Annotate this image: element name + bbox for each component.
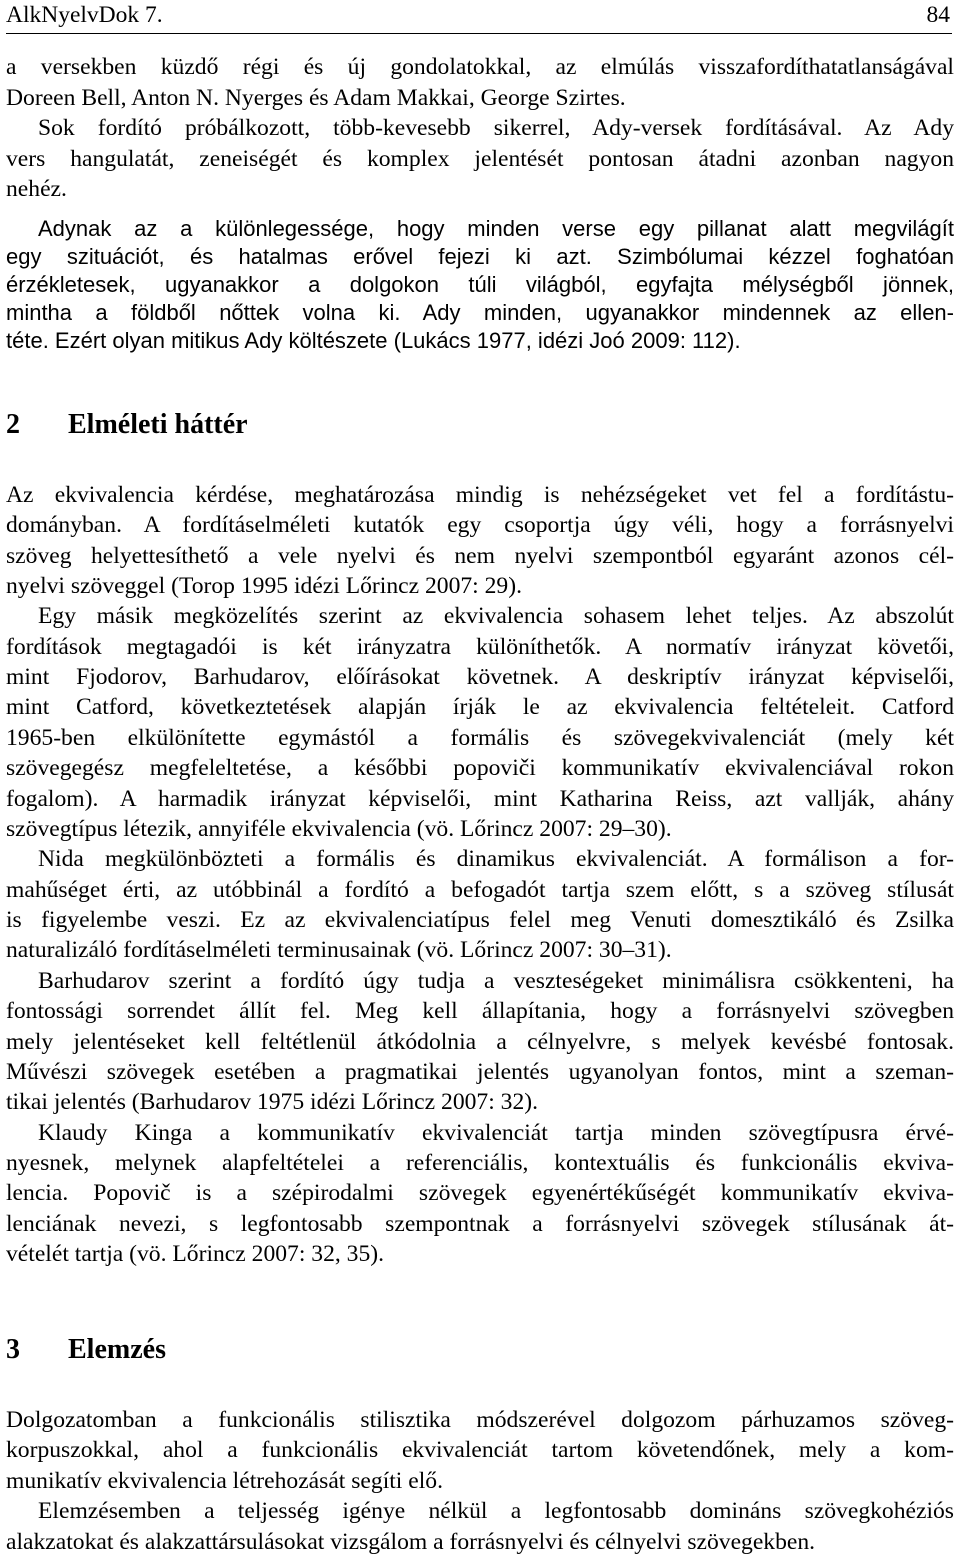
- body-line: szövegtípus létezik, annyiféle ekvivalencia (vö. Lőrincz 2007: 29–30).: [6, 816, 672, 842]
- body-line: nyesnek, melynek alapfeltételei a referenciális, kontextuális és funkcionális ekviva-: [6, 1150, 954, 1176]
- body-line: Nida megkülönbözteti a formális és dinamikus ekvivalenciát. A formálison a for-: [38, 846, 954, 872]
- page-number: 84: [926, 2, 950, 28]
- body-line: mely jelentéseket kell feltétlenül átkódolnia a célnyelvre, s melyek kevésbé fontosak.: [6, 1029, 954, 1055]
- body-line: szövegegész megfeleltetése, a későbbi popoviči kommunikatív ekvivalenciával rokon: [6, 755, 954, 781]
- body-line: Klaudy Kinga a kommunikatív ekvivalenciát tartja minden szövegtípusra érvé-: [38, 1120, 954, 1146]
- section-heading-3: [6, 1333, 166, 1367]
- quote-line: érzékletesek, ugyanakkor a dolgokon túli világból, egyfajta mélységből jönnek,: [6, 272, 954, 297]
- body-line: Az ekvivalencia kérdése, meghatározása mindig is nehézségeket vet fel a fordítástu-: [6, 482, 954, 508]
- section-title: Elemzés: [68, 1334, 166, 1365]
- body-line: fontossági sorrendet állít fel. Meg kell állapítania, hogy a forrásnyelvi szövegben: [6, 998, 954, 1024]
- section-heading-2: [6, 408, 248, 442]
- intro-line: Doreen Bell, Anton N. Nyerges és Adam Makkai, George Szirtes.: [6, 85, 626, 111]
- body-line: mint Catford, következtetések alapján írják le az ekvivalencia feltételeit. Catford: [6, 694, 954, 720]
- body-line: fogalom). A harmadik irányzat képviselői, mint Katharina Reiss, azt vallják, ahány: [6, 786, 954, 812]
- body-line: Művészi szövegek esetében a pragmatikai jelentés ugyanolyan fontos, mint a szeman-: [6, 1059, 954, 1085]
- intro-line: nehéz.: [6, 176, 67, 202]
- body-line: lenciának nevezi, s legfontosabb szempontnak a forrásnyelvi szövegek stílusának át-: [6, 1211, 954, 1237]
- body-line: mint Fjodorov, Barhudarov, előírásokat követnek. A deskriptív irányzat képviselői,: [6, 664, 954, 690]
- body-line: tikai jelentés (Barhudarov 1975 idézi Lőrincz 2007: 32).: [6, 1089, 539, 1115]
- body-line: Dolgozatomban a funkcionális stilisztika módszerével dolgozom párhuzamos szöveg-: [6, 1407, 954, 1433]
- body-line: is figyelembe veszi. Ez az ekvivalenciatípus felel meg Venuti domesztikáló és Zsilka: [6, 907, 954, 933]
- intro-line: Sok fordító próbálkozott, több-kevesebb sikerrel, Ady-versek fordításával. Az Ady: [38, 115, 954, 141]
- body-line: szöveg helyettesíthető a vele nyelvi és nem nyelvi szempontból egyaránt azonos cél-: [6, 543, 954, 569]
- intro-line: vers hangulatát, zeneiségét és komplex jelentését pontosan átadni azonban nagyon: [6, 146, 954, 172]
- body-line: Egy másik megközelítés szerint az ekvivalencia sohasem lehet teljes. Az abszolút: [38, 603, 954, 629]
- body-line: lencia. Popovič is a szépirodalmi szövegek egyenértékűségét kommunikatív ekviva-: [6, 1180, 954, 1206]
- body-line: 1965-ben elkülönítette egymástól a formális és szövegekvivalenciát (mely két: [6, 725, 954, 751]
- quote-line: egy szituációt, és hatalmas erővel fejezi ki azt. Szimbólumai kézzel foghatóan: [6, 244, 954, 269]
- quote-line: téte. Ezért olyan mitikus Ady költészete (Lukács 1977, idézi Joó 2009: 112).: [6, 328, 741, 353]
- running-header: [6, 0, 952, 34]
- body-line: vételét tartja (vö. Lőrincz 2007: 32, 35).: [6, 1241, 385, 1267]
- section-number: 3: [6, 1334, 20, 1365]
- journal-title: AlkNyelvDok 7.: [6, 2, 163, 28]
- body-line: alakzatokat és alakzattársulásokat vizsgálom a forrásnyelvi és célnyelvi szövegekben.: [6, 1529, 816, 1555]
- body-line: korpuszokkal, ahol a funkcionális ekvivalenciát tartom követendőnek, mely a kom-: [6, 1437, 954, 1463]
- body-line: Elemzésemben a teljesség igénye nélkül a legfontosabb domináns szövegkohéziós: [38, 1498, 954, 1524]
- body-line: mahűséget érti, az utóbbinál a fordító a befogadót tartja szem előtt, s a szöveg stílusát: [6, 877, 954, 903]
- body-line: Barhudarov szerint a fordító úgy tudja a veszteségeket minimálisra csökkenteni, ha: [38, 968, 954, 994]
- section-title: Elméleti háttér: [68, 409, 248, 440]
- body-line: dományban. A fordításelméleti kutatók egy csoportja úgy véli, hogy a forrásnyelvi: [6, 512, 954, 538]
- body-line: fordítások megtagadói is két irányzatra különíthetők. A normatív irányzat követői,: [6, 634, 954, 660]
- quote-line: Adynak az a különlegessége, hogy minden verse egy pillanat alatt megvilágít: [38, 216, 954, 241]
- body-line: munikatív ekvivalencia létrehozását segíti elő.: [6, 1468, 443, 1494]
- section-number: 2: [6, 409, 20, 440]
- body-line: nyelvi szöveggel (Torop 1995 idézi Lőrincz 2007: 29).: [6, 573, 522, 599]
- intro-line: a versekben küzdő régi és új gondolatokkal, az elmúlás visszafordíthatatlanságával: [6, 54, 954, 80]
- body-line: naturalizáló fordításelméleti terminusainak (vö. Lőrincz 2007: 30–31).: [6, 937, 672, 963]
- quote-line: mintha a földből nőttek volna ki. Ady minden, ugyanakkor mindennek az ellen-: [6, 300, 954, 325]
